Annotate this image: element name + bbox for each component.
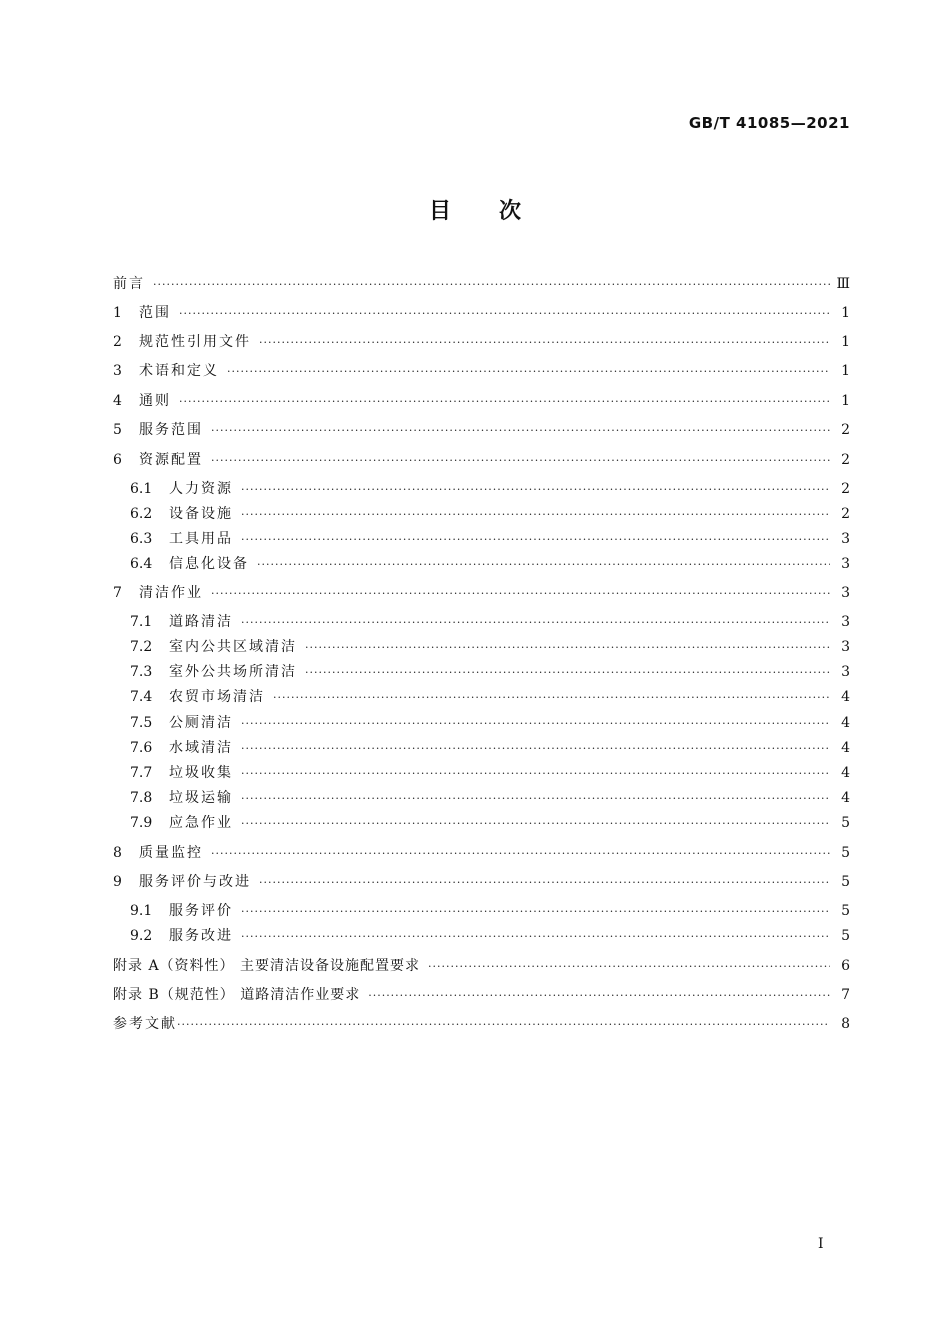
dot-leader xyxy=(211,844,830,864)
dot-leader xyxy=(241,739,830,759)
toc-label: 服务评价 xyxy=(169,903,233,919)
toc-label: 人力资源 xyxy=(169,481,233,497)
toc-label: 农贸市场清洁 xyxy=(169,689,265,705)
toc-number: 7.8 xyxy=(130,790,153,806)
toc-label: 服务改进 xyxy=(169,928,233,944)
toc-label: 工具用品 xyxy=(169,531,233,547)
dot-leader xyxy=(179,304,830,324)
toc-page: Ⅲ xyxy=(836,276,850,292)
toc-label: 公厕清洁 xyxy=(169,715,233,731)
toc-page: 8 xyxy=(841,1016,850,1032)
dot-leader xyxy=(177,1015,830,1035)
toc-number: 7.9 xyxy=(130,815,153,831)
dot-leader xyxy=(241,902,830,922)
toc-entry-7-9[interactable] xyxy=(130,813,850,833)
toc-page: 3 xyxy=(841,531,850,547)
toc-page: 1 xyxy=(841,334,850,350)
toc-label: 信息化设备 xyxy=(169,556,249,572)
toc-entry-5[interactable] xyxy=(113,420,850,440)
dot-leader xyxy=(241,480,830,500)
toc-number: 2 xyxy=(113,334,122,350)
dot-leader xyxy=(211,421,830,441)
toc-label: 室内公共区域清洁 xyxy=(169,639,297,655)
toc-label: 附录 A（资料性） 主要清洁设备设施配置要求 xyxy=(113,958,421,974)
toc-entry-6-3[interactable] xyxy=(130,529,850,549)
toc-entry-7-6[interactable] xyxy=(130,738,850,758)
toc-page: 5 xyxy=(841,845,850,861)
dot-leader xyxy=(241,613,830,633)
toc-label: 服务评价与改进 xyxy=(139,874,251,890)
dot-leader xyxy=(153,275,830,295)
toc-page: 4 xyxy=(841,765,850,781)
dot-leader xyxy=(305,638,830,658)
toc-number: 7.7 xyxy=(130,765,153,781)
toc-entry-7-2[interactable] xyxy=(130,637,850,657)
toc-page: 4 xyxy=(841,740,850,756)
toc-entry-1[interactable] xyxy=(113,303,850,323)
toc-label: 服务范围 xyxy=(139,422,203,438)
dot-leader xyxy=(211,451,830,471)
toc-label: 参考文献 xyxy=(113,1016,177,1032)
dot-leader xyxy=(241,505,830,525)
toc-page: 3 xyxy=(841,664,850,680)
toc-page: 6 xyxy=(841,958,850,974)
toc-number: 9.2 xyxy=(130,928,153,944)
toc-page: 3 xyxy=(841,639,850,655)
toc-page: 3 xyxy=(841,614,850,630)
toc-number: 9.1 xyxy=(130,903,153,919)
dot-leader xyxy=(259,873,830,893)
toc-label: 垃圾运输 xyxy=(169,790,233,806)
toc-entry-8[interactable] xyxy=(113,843,850,863)
toc-label: 资源配置 xyxy=(139,452,203,468)
toc-entry-7-8[interactable] xyxy=(130,788,850,808)
toc-page: 2 xyxy=(841,506,850,522)
toc-number: 6.1 xyxy=(130,481,153,497)
dot-leader xyxy=(211,584,830,604)
dot-leader xyxy=(179,392,830,412)
dot-leader xyxy=(241,714,830,734)
toc-page: 1 xyxy=(841,393,850,409)
toc-number: 9 xyxy=(113,874,122,890)
dot-leader xyxy=(259,333,830,353)
toc-entry-6[interactable] xyxy=(113,450,850,470)
toc-entry-7[interactable] xyxy=(113,583,850,603)
toc-number: 7.1 xyxy=(130,614,153,630)
dot-leader xyxy=(241,530,830,550)
toc-page: 5 xyxy=(841,874,850,890)
toc-page: 5 xyxy=(841,928,850,944)
toc-entry-7-1[interactable] xyxy=(130,612,850,632)
toc-entry-9-1[interactable] xyxy=(130,901,850,921)
toc-number: 4 xyxy=(113,393,122,409)
toc-entry-7-4[interactable] xyxy=(130,687,850,707)
toc-entry-3[interactable] xyxy=(113,361,850,381)
toc-label: 应急作业 xyxy=(169,815,233,831)
toc-label: 规范性引用文件 xyxy=(139,334,251,350)
toc-label: 清洁作业 xyxy=(139,585,203,601)
toc-entry-6-4[interactable] xyxy=(130,554,850,574)
toc-number: 7.2 xyxy=(130,639,153,655)
toc-label: 垃圾收集 xyxy=(169,765,233,781)
toc-number: 1 xyxy=(113,305,122,321)
toc-page: 5 xyxy=(841,815,850,831)
toc-entry-foreword[interactable] xyxy=(113,274,850,294)
toc-entry-7-3[interactable] xyxy=(130,662,850,682)
toc-entry-4[interactable] xyxy=(113,391,850,411)
toc-label: 通则 xyxy=(139,393,171,409)
dot-leader xyxy=(257,555,830,575)
toc-entry-7-5[interactable] xyxy=(130,713,850,733)
toc-number: 7.3 xyxy=(130,664,153,680)
toc-entry-9-2[interactable] xyxy=(130,926,850,946)
dot-leader xyxy=(227,362,830,382)
page-number: I xyxy=(818,1236,824,1252)
toc-page: 2 xyxy=(841,422,850,438)
toc-number: 7 xyxy=(113,585,122,601)
toc-entry-references[interactable] xyxy=(113,1014,850,1034)
toc-label: 术语和定义 xyxy=(139,363,219,379)
dot-leader xyxy=(428,957,830,977)
toc-entry-9[interactable] xyxy=(113,872,850,892)
page-title: 目次 xyxy=(428,199,569,224)
toc-label: 附录 B（规范性） 道路清洁作业要求 xyxy=(113,987,361,1003)
toc-entry-appendix-b[interactable] xyxy=(113,985,850,1005)
toc-page: 3 xyxy=(841,556,850,572)
toc-number: 7.4 xyxy=(130,689,153,705)
dot-leader xyxy=(241,814,830,834)
toc-entry-6-1[interactable] xyxy=(130,479,850,499)
toc-number: 6.3 xyxy=(130,531,153,547)
toc-page: 3 xyxy=(841,585,850,601)
toc-entry-2[interactable] xyxy=(113,332,850,352)
toc-number: 7.5 xyxy=(130,715,153,731)
toc-page: 2 xyxy=(841,481,850,497)
toc-number: 6 xyxy=(113,452,122,468)
dot-leader xyxy=(241,789,830,809)
dot-leader xyxy=(305,663,830,683)
dot-leader xyxy=(368,986,830,1006)
toc-label: 前言 xyxy=(113,276,145,292)
toc-label: 室外公共场所清洁 xyxy=(169,664,297,680)
toc-number: 6.4 xyxy=(130,556,153,572)
toc-page: 4 xyxy=(841,715,850,731)
toc-entry-appendix-a[interactable] xyxy=(113,956,850,976)
standard-code: GB/T 41085—2021 xyxy=(688,114,850,132)
toc-label: 范围 xyxy=(139,305,171,321)
toc-page: 4 xyxy=(841,689,850,705)
toc-number: 6.2 xyxy=(130,506,153,522)
toc-page: 2 xyxy=(841,452,850,468)
toc-number: 3 xyxy=(113,363,122,379)
toc-label: 设备设施 xyxy=(169,506,233,522)
toc-entry-6-2[interactable] xyxy=(130,504,850,524)
toc-page: 5 xyxy=(841,903,850,919)
toc-page: 4 xyxy=(841,790,850,806)
table-of-contents xyxy=(113,0,850,1344)
toc-number: 5 xyxy=(113,422,122,438)
dot-leader xyxy=(241,764,830,784)
toc-page: 7 xyxy=(841,987,850,1003)
toc-page: 1 xyxy=(841,363,850,379)
toc-number: 8 xyxy=(113,845,122,861)
toc-label: 质量监控 xyxy=(139,845,203,861)
toc-label: 水域清洁 xyxy=(169,740,233,756)
dot-leader xyxy=(273,688,830,708)
toc-label: 道路清洁 xyxy=(169,614,233,630)
toc-entry-7-7[interactable] xyxy=(130,763,850,783)
toc-number: 7.6 xyxy=(130,740,153,756)
toc-page: 1 xyxy=(841,305,850,321)
dot-leader xyxy=(241,927,830,947)
